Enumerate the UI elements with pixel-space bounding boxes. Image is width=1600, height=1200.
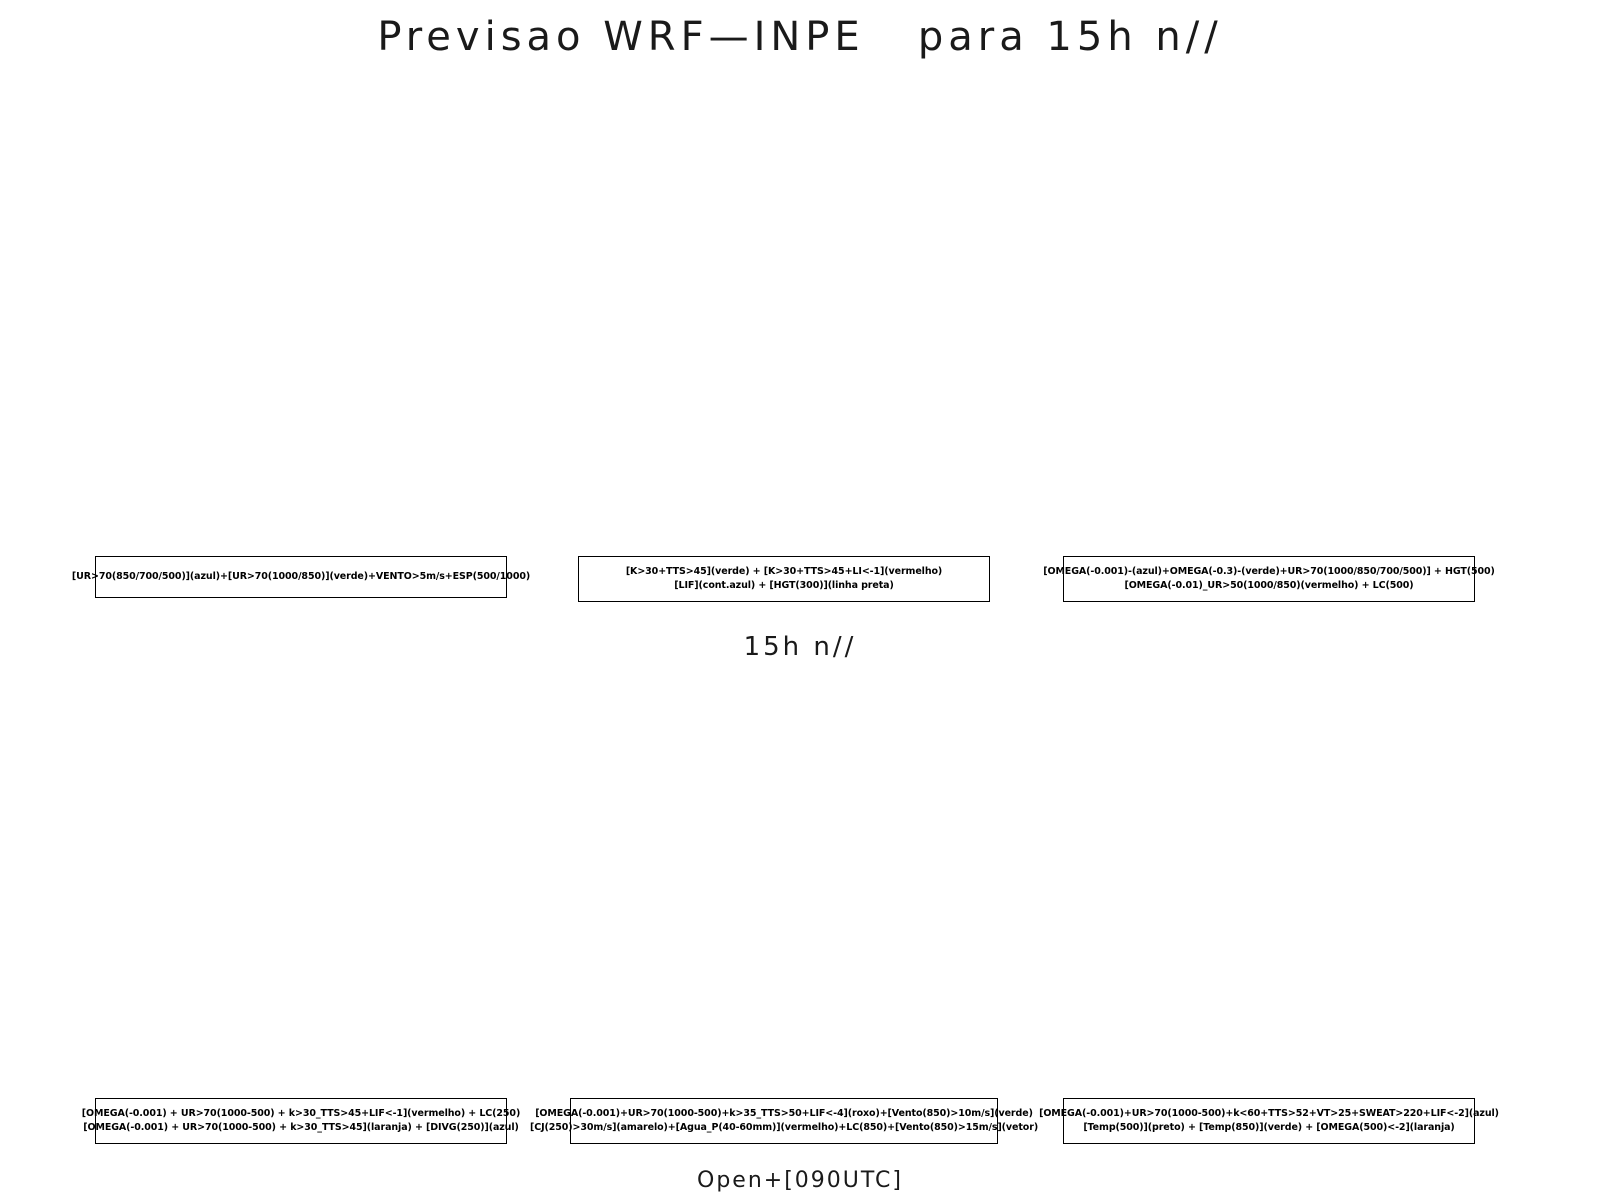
legend-line: [OMEGA(-0.001)-(azul)+OMEGA(-0.3)-(verde)+UR>70(1000/850/700/500)] + HGT(500): [1043, 566, 1495, 577]
legend-line: [Temp(500)](preto) + [Temp(850)](verde) + [OMEGA(500)<-2](laranja): [1083, 1122, 1455, 1133]
legend-line: [OMEGA(-0.001)+UR>70(1000-500)+k<60+TTS>52+VT>25+SWEAT>220+LIF<-2](azul): [1039, 1108, 1499, 1119]
legend-line: [UR>70(850/700/500)](azul)+[UR>70(1000/850)](verde)+VENTO>5m/s+ESP(500/1000): [71, 571, 531, 582]
legend-box-top-right: [1043, 556, 1495, 602]
mid-section-label: 15h n//: [743, 632, 857, 662]
legend-box-bottom-left: [81, 1098, 521, 1144]
legend-box-top-mid: [578, 556, 990, 602]
legend-line: [OMEGA(-0.001)+UR>70(1000-500)+k>35_TTS>50+LIF<-4](roxo)+[Vento(850)>10m/s](verde): [535, 1108, 1033, 1119]
legend-line: [K>30+TTS>45](verde) + [K>30+TTS>45+LI<-1](vermelho): [625, 566, 943, 577]
footer-label: Open+[090UTC]: [697, 1168, 903, 1193]
legend-line: [OMEGA(-0.001) + UR>70(1000-500) + k>30_TTS>45](laranja) + [DIVG(250)](azul): [83, 1122, 519, 1133]
legend-line: [LIF](cont.azul) + [HGT(300)](linha preta): [674, 580, 894, 591]
legend-box-top-left: [71, 556, 531, 598]
legend-box-bottom-mid: [529, 1098, 1039, 1144]
legend-line: [OMEGA(-0.01)_UR>50(1000/850)(vermelho) + LC(500): [1124, 580, 1414, 591]
legend-box-bottom-right: [1039, 1098, 1499, 1144]
legend-line: [OMEGA(-0.001) + UR>70(1000-500) + k>30_TTS>45+LIF<-1](vermelho) + LC(250): [81, 1108, 521, 1119]
page-title: Previsao WRF—INPE para 15h n//: [377, 14, 1223, 60]
legend-line: [CJ(250)>30m/s](amarelo)+[Agua_P(40-60mm)](vermelho)+LC(850)+[Vento(850)>15m/s](vetor): [529, 1122, 1039, 1133]
